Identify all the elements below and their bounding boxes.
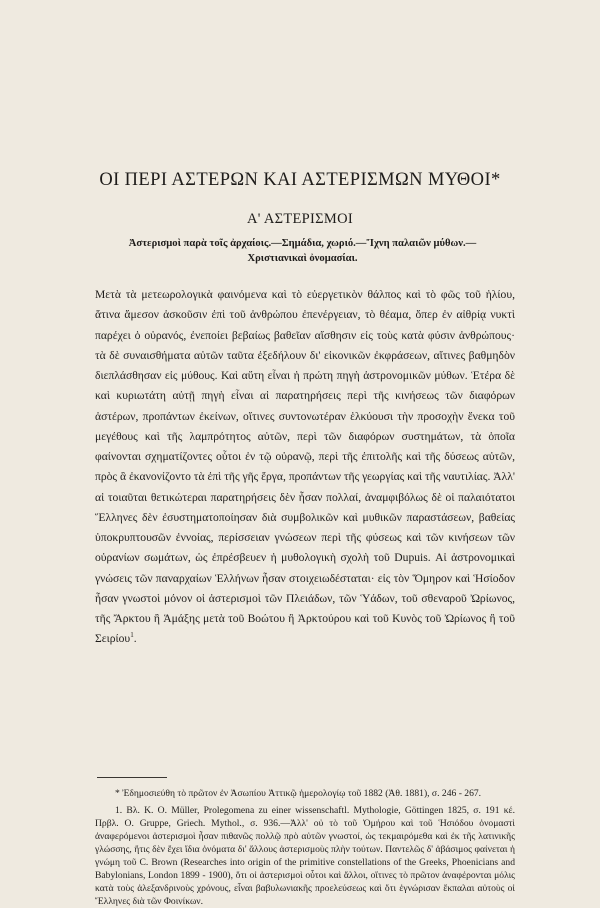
- chapter-title: ΟΙ ΠΕΡΙ ΑΣΤΕΡΩΝ ΚΑΙ ΑΣΤΕΡΙΣΜΩΝ ΜΥΘΟΙ*: [99, 170, 501, 190]
- footnotes: [95, 787, 515, 908]
- body-paragraph: Μετὰ τὰ μετεωρολογικὰ φαινόμενα καὶ τὸ εὐεργετικὸν θάλπος καὶ τὸ φῶς τοῦ ἡλίου, ἅτινα ἄμεσον ἀσκοῦσιν ἐπὶ τοῦ ἀνθρώπου ἐπενέργειαν, τὸ θέαμα, ὅπερ ἐν αἰθρίᾳ νυκτὶ παρέχει ὁ οὐρανός, ἐνεποίει βεβαίως βαθεῖαν αἴσθησιν εἰς τοὺς κατὰ φύσιν ἀνθρώπους· τὰ δὲ συναισθήματα αὐτῶν ταῦτα ἐξεδήλουν δι' εἰκονικῶν ἐκφράσεων, αἵτινες βαθμηδὸν διεπλάσθησαν εἰς μύθους. Καὶ αὕτη εἶναι ἡ πρώτη πηγὴ ἀστρονομικῶν μύθων. Ἑτέρα δὲ καὶ κυριωτάτη αὐτῇ πηγὴ εἶναι αἱ παρατηρήσεις περὶ τῆς κινήσεως τῶν διαφόρων ἀστέρων, προπάντων ἐκείνων, οἵτινες συντονωτέραν ἑλκύουσι τὴν προσοχὴν ἕνεκα τοῦ μεγέθους καὶ τῆς λαμπρότητος αὐτῶν, περὶ τῶν διαφόρων συστημάτων, τὰ ὁποῖα φαίνονται σχηματίζοντες οὗτοι ἐν τῷ οὐρανῷ, περὶ τῆς ἐπιτολῆς καὶ τῆς δύσεως αὐτῶν, πρὸς ἃ ἐκανονίζοντο τὰ ἐπὶ τῆς γῆς ἔργα, προπάντων τῆς γεωργίας καὶ τῆς ναυτιλίας. Ἀλλ' αἱ τοιαῦται θετικώτεραι παρατηρήσεις δὲν ἦσαν πολλαί, ἀναμφιβόλως δὲ οἱ παλαιότατοι Ἕλληνες δὲν ἐσυστηματοποίησαν διὰ συμβολικῶν καὶ μυθικῶν παραστάσεων, βαθείας ὑποκρυπτουσῶν ἐννοίας, περίσσειαν γνώσεων περὶ τῆς φύσεως καὶ τῶν κινήσεων τῶν οὐρανίων σωμάτων, ὡς ἐπρέσβευεν ἡ μυθολογικὴ σχολὴ τοῦ Dupuis. Αἱ ἀστρονομικαὶ γνώσεις τῶν παναρχαίων Ἑλλήνων ἦσαν στοιχειωδέσταται· εἰς τὸν Ὅμηρον καὶ Ἡσίοδον ἦσαν γνωστοὶ μόνον οἱ ἀστερισμοὶ τῶν Πλειάδων, τῶν Ὑάδων, τοῦ σθεναροῦ Ὠρίωνος, τῆς Ἄρκτου ἢ Ἁμάξης μετὰ τοῦ Βοώτου ἢ Ἀρκτούρου καὶ τοῦ Κυνὸς τοῦ Ὠρίωνος ἢ τοῦ Σειρίου$^1$.: [95, 288, 515, 646]
- footnote-1: 1. Βλ. K. O. Müller, Prolegomena zu einer wissenschaftl. Mythologie, Göttingen 1825, σ. 191 κέ. Πρβλ. O. Gruppe, Griech. Mythol., σ. 936.—Ἀλλ' οὐ τὸ τοῦ Ὁμήρου καὶ τοῦ Ἡσιόδου ὀνομαστὶ ἀναφερόμενοι ἀστερισμοὶ ἦσαν πιθανῶς πολλῷ πρὸ αὐτῶν γνωστοί, ὡς τεκμαιρόμεθα καὶ ἐκ τῆς λατινικῆς γλώσσης, ἥτις δὲν ἔχει ἴδια ὀνόματα δι' ἄλλους ἀστερισμοὺς πλὴν τούτων. Παντελῶς δ' ἀβάσιμος φαίνεται ἡ γνώμη τοῦ C. Brown (Researches into origin of the primitive constellations of the Greeks, Phoenicians and Babylonians, London 1899 - 1900), ὅτι οἱ ἀστερισμοὶ οὗτοι καὶ ἄλλοι, οἵτινες τὸ πρῶτον ἀναφέρονται μόλις κατὰ τοὺς ἀλεξανδρινοὺς χρόνους, εἶναι βαβυλωνιακῆς προελεύσεως καὶ ὅτι ἐγνώρισαν ἔκπαλαι αὐτοὺς οἱ Ἕλληνες διὰ τῶν Φοινίκων.: [95, 805, 515, 907]
- footnote-divider: [97, 777, 167, 778]
- section-heading: Α' ΑΣΤΕΡΙΣΜΟΙ: [247, 211, 353, 227]
- section-summary: Ἀστερισμοὶ παρὰ τοῖς ἀρχαίοις.—Σημάδια, χωριό.—Ἴχνη παλαιῶν μύθων.—Χριστιανικαὶ ὀνομασίαι.: [128, 238, 477, 264]
- body-text: Μετὰ τὰ μετεωρολογικὰ φαινόμενα καὶ τὸ εὐεργετικὸν θάλπος καὶ τὸ φῶς τοῦ ἡλίου, ἅτινα ἄμεσον ἀσκοῦσιν ἐπὶ τοῦ ἀνθρώπου ἐπενέργειαν, τὸ θέαμα, ὅπερ ἐν αἰθρίᾳ νυκτὶ παρέχει ὁ οὐρανός, ἐνεποίει βεβαίως βαθεῖαν αἴσθησιν εἰς τοὺς κατὰ φύσιν ἀνθρώπους· τὰ δὲ συναισθήματα αὐτῶν ταῦτα ἐξεδήλουν δι' εἰκονικῶν ἐκφράσεων, αἵτινες βαθμηδὸν διεπλάσθησαν εἰς μύθους. Καὶ αὕτη εἶναι ἡ πρώτη πηγὴ ἀστρονομικῶν μύθων. Ἑτέρα δὲ καὶ κυριωτάτη αὐτῇ πηγὴ εἶναι αἱ παρατηρήσεις περὶ τῆς κινήσεως τῶν διαφόρων ἀστέρων, προπάντων ἐκείνων, οἵτινες συντονωτέραν ἑλκύουσι τὴν προσοχὴν ἕνεκα τοῦ μεγέθους καὶ τῆς λαμπρότητος αὐτῶν, περὶ τῶν διαφόρων συστημάτων, τὰ ὁποῖα φαίνονται σχηματίζοντες οὗτοι ἐν τῷ οὐρανῷ, περὶ τῆς ἐπιτολῆς καὶ τῆς δύσεως αὐτῶν, πρὸς ἃ ἐκανονίζοντο τὰ ἐπὶ τῆς γῆς ἔργα, προπάντων τῆς γεωργίας καὶ τῆς ναυτιλίας. Ἀλλ' αἱ τοιαῦται θετικώτεραι παρατηρήσεις δὲν ἦσαν πολλαί, ἀναμφιβόλως δὲ οἱ παλαιότατοι Ἕλληνες δὲν ἐσυστηματοποίησαν διὰ συμβολικῶν καὶ μυθικῶν παραστάσεων, βαθείας ὑποκρυπτουσῶν ἐννοίας, περίσσειαν γνώσεων περὶ τῆς φύσεως καὶ τῶν κινήσεων τῶν οὐρανίων σωμάτων, ὡς ἐπρέσβευεν ἡ μυθολογικὴ σχολὴ τοῦ Dupuis. Αἱ ἀστρονομικαὶ γνώσεις τῶν παναρχαίων Ἑλλήνων ἦσαν στοιχειωδέσταται· εἰς τὸν Ὅμηρον καὶ Ἡσίοδον ἦσαν γνωστοὶ μόνον οἱ ἀστερισμοὶ τῶν Πλειάδων, τῶν Ὑάδων, τοῦ σθεναροῦ Ὠρίωνος, τῆς Ἄρκτου ἢ Ἁμάξης μετὰ τοῦ Βοώτου ἢ Ἀρκτούρου καὶ τοῦ Κυνὸς τοῦ Ὠρίωνος ἢ τοῦ Σειρίου: [95, 288, 515, 646]
- footnote-star: * Ἐδημοσιεύθη τὸ πρῶτον ἐν Ἀσωπίου Ἀττικῷ ἡμερολογίῳ τοῦ 1882 (Ἀθ. 1881), σ. 246 - 267.: [115, 788, 482, 799]
- footnote-marker: 1: [130, 631, 134, 640]
